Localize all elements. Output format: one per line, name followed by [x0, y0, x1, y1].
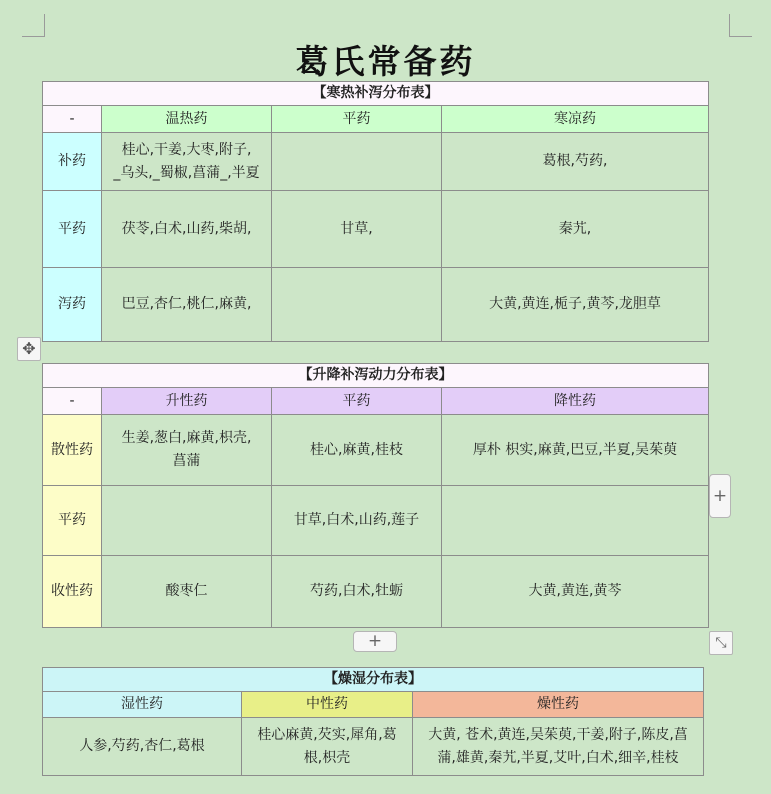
table-caption[interactable]: 【升降补泻动力分布表】 [43, 364, 709, 388]
table-cell[interactable] [442, 486, 709, 556]
table-row [43, 268, 709, 342]
table-row [43, 191, 709, 268]
table-cell[interactable]: 大黄,黄连,栀子,黄芩,龙胆草 [442, 268, 709, 342]
row-header[interactable]: 泻药 [43, 268, 102, 342]
table-row [43, 718, 704, 776]
table-resize-handle[interactable] [709, 631, 733, 655]
column-header[interactable]: 降性药 [442, 388, 709, 415]
column-header[interactable]: 升性药 [102, 388, 272, 415]
table-corner-cell[interactable]: - [43, 388, 102, 415]
row-header[interactable]: 收性药 [43, 556, 102, 628]
table-cell[interactable]: 酸枣仁 [102, 556, 272, 628]
resize-icon: ⤡ [715, 635, 727, 651]
table-cell[interactable]: 甘草, [272, 191, 442, 268]
table-row [43, 415, 709, 486]
column-header[interactable]: 燥性药 [413, 692, 704, 718]
row-header[interactable]: 平药 [43, 191, 102, 268]
column-header[interactable]: 寒凉药 [442, 106, 709, 133]
table-cell[interactable]: 桂心麻黄,芡实,犀角,葛 根,枳壳 [242, 718, 413, 776]
column-header[interactable]: 平药 [272, 106, 442, 133]
table-cell[interactable] [102, 486, 272, 556]
table-caption[interactable]: 【寒热补泻分布表】 [43, 82, 709, 106]
cold-heat-table [42, 81, 709, 342]
column-header[interactable]: 平药 [272, 388, 442, 415]
table-row [43, 486, 709, 556]
plus-icon: + [367, 631, 383, 651]
table-cell[interactable] [272, 268, 442, 342]
row-header[interactable]: 平药 [43, 486, 102, 556]
table-cell[interactable]: 秦艽, [442, 191, 709, 268]
row-header[interactable]: 补药 [43, 133, 102, 191]
table-cell[interactable]: 巴豆,杏仁,桃仁,麻黄, [102, 268, 272, 342]
column-header[interactable]: 中性药 [242, 692, 413, 718]
table-cell[interactable]: 桂心,麻黄,桂枝 [272, 415, 442, 486]
table-cell[interactable]: 厚朴 枳实,麻黄,巴豆,半夏,吴茱萸 [442, 415, 709, 486]
table-cell[interactable]: 茯苓,白术,山药,柴胡, [102, 191, 272, 268]
table-cell[interactable]: 生姜,葱白,麻黄,枳壳, 菖蒲 [102, 415, 272, 486]
table-caption[interactable]: 【燥湿分布表】 [43, 668, 704, 692]
table-row [43, 133, 709, 191]
dry-wet-table [42, 667, 704, 776]
table-cell[interactable] [272, 133, 442, 191]
add-column-button[interactable] [709, 474, 731, 518]
table-cell[interactable]: 葛根,芍药, [442, 133, 709, 191]
table-cell[interactable]: 人参,芍药,杏仁,葛根 [43, 718, 242, 776]
table-cell[interactable]: 芍药,白术,牡蛎 [272, 556, 442, 628]
column-header[interactable]: 湿性药 [43, 692, 242, 718]
table-cell[interactable]: 大黄, 苍术,黄连,吴茱萸,干姜,附子,陈皮,菖 蒲,雄黄,秦艽,半夏,艾叶,白术,细辛,桂枝 [413, 718, 704, 776]
table-move-handle[interactable] [17, 337, 41, 361]
page-corner-mark-right [729, 14, 752, 37]
plus-icon: + [712, 486, 728, 506]
page-corner-mark-left [22, 14, 45, 37]
row-header[interactable]: 散性药 [43, 415, 102, 486]
document-title: 葛氏常备药 [295, 42, 476, 81]
move-icon: ✥ [22, 339, 36, 358]
column-header[interactable]: 温热药 [102, 106, 272, 133]
add-row-button[interactable] [353, 631, 397, 652]
table-cell[interactable]: 桂心,干姜,大枣,附子, _乌头,_蜀椒,菖蒲_,半夏 [102, 133, 272, 191]
table-row [43, 556, 709, 628]
rise-fall-table [42, 363, 709, 628]
table-cell[interactable]: 甘草,白术,山药,莲子 [272, 486, 442, 556]
table-corner-cell[interactable]: - [43, 106, 102, 133]
table-cell[interactable]: 大黄,黄连,黄芩 [442, 556, 709, 628]
